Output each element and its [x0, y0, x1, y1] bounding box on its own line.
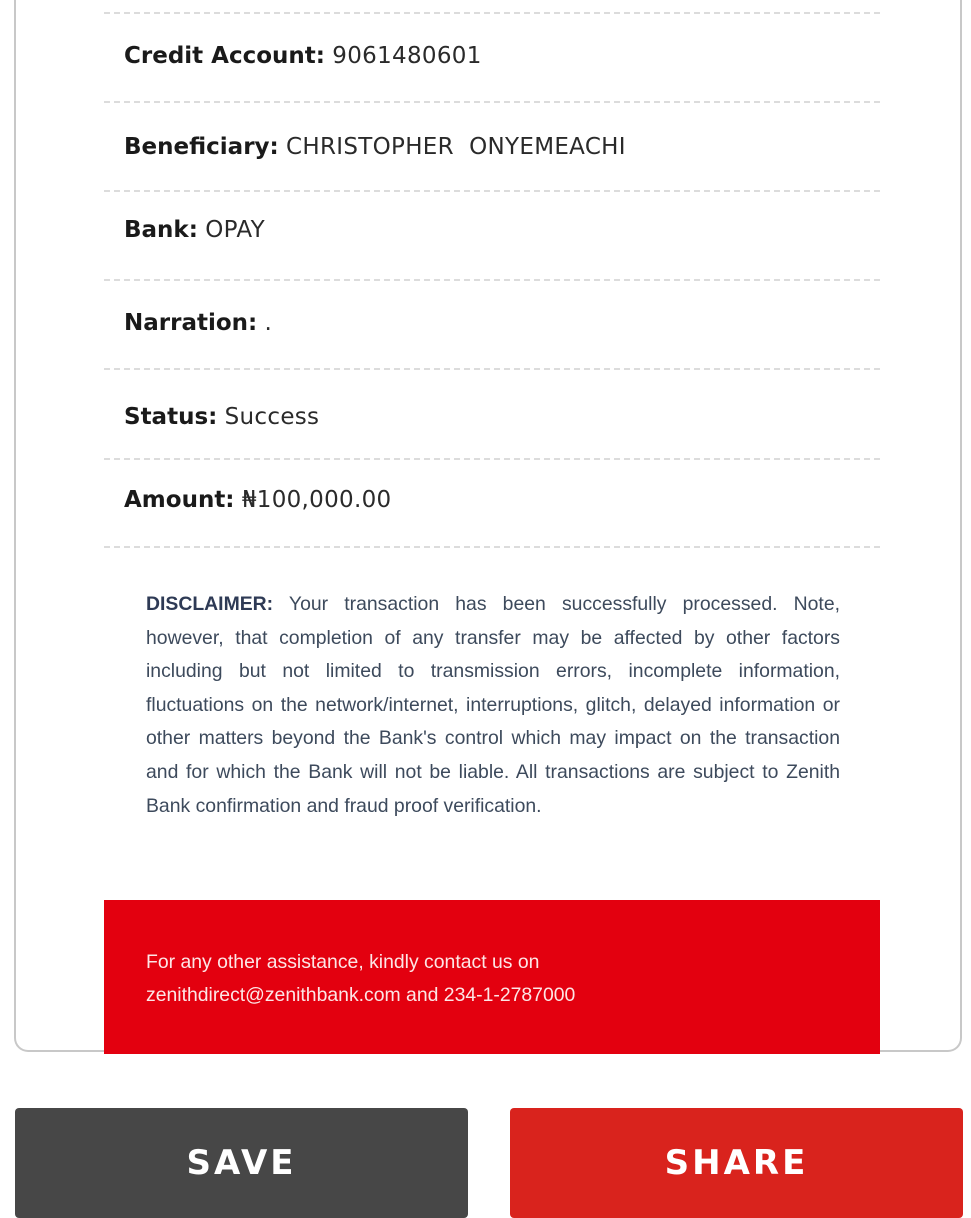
status-row	[124, 397, 319, 437]
row-divider	[104, 279, 880, 281]
row-divider	[104, 12, 880, 14]
transaction-receipt	[104, 0, 880, 1054]
row-divider	[104, 190, 880, 192]
row-divider	[104, 458, 880, 460]
beneficiary-label: Beneficiary:	[124, 134, 279, 160]
row-divider	[104, 368, 880, 370]
row-divider	[104, 546, 880, 548]
disclaimer-label: DISCLAIMER:	[146, 593, 274, 615]
row-divider	[104, 101, 880, 103]
narration-row	[124, 303, 272, 343]
bank-value: OPAY	[205, 217, 265, 243]
amount-row	[124, 480, 391, 520]
amount-value: ₦100,000.00	[241, 487, 392, 513]
contact-info	[146, 946, 846, 1012]
status-value: Success	[224, 404, 320, 430]
bank-row	[124, 210, 265, 250]
bank-label: Bank:	[124, 217, 198, 243]
amount-label: Amount:	[124, 487, 235, 513]
share-button[interactable]: SHARE	[510, 1108, 963, 1218]
credit-account-row	[124, 36, 482, 76]
credit-account-label: Credit Account:	[124, 43, 325, 69]
disclaimer-text	[146, 588, 840, 823]
narration-value: .	[264, 310, 273, 336]
credit-account-value: 9061480601	[332, 43, 482, 69]
save-button[interactable]: SAVE	[15, 1108, 468, 1218]
contact-info-line: For any other assistance, kindly contact us on	[146, 951, 540, 973]
narration-label: Narration:	[124, 310, 258, 336]
contact-info-line: zenithdirect@zenithbank.com and 234-1-2787000	[146, 984, 576, 1006]
disclaimer-body: Your transaction has been successfully processed. Note, however, that completion of any transfer may be affected by other factors including but not limited to transmission errors, incomplete information, fluctuations on the network/internet, interruptions, glitch, delayed information or other matters beyond the Bank's control which may impact on the transaction and for which the Bank will not be liable. All transactions are subject to Zenith Bank confirmation and fraud proof verification.	[146, 593, 840, 817]
beneficiary-row	[124, 127, 626, 167]
status-label: Status:	[124, 404, 218, 430]
beneficiary-value: CHRISTOPHER ONYEMEACHI	[286, 134, 626, 160]
